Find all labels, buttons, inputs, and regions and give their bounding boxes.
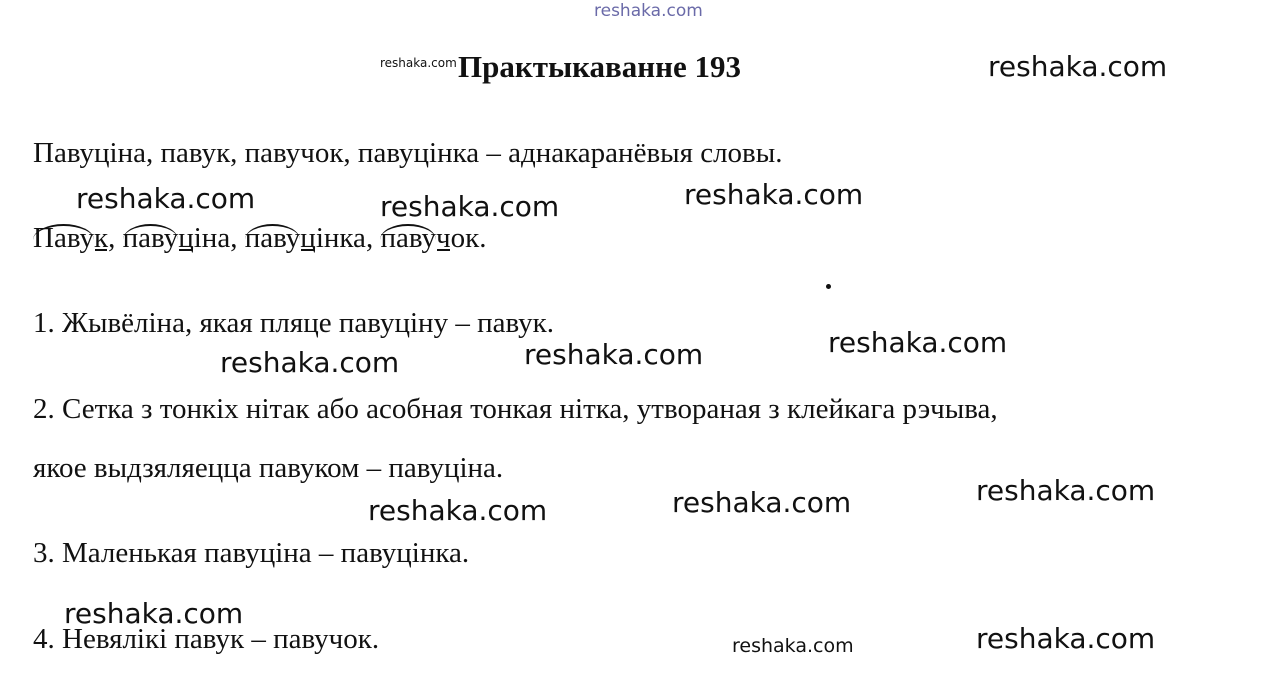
watermark: reshaka.com xyxy=(64,597,244,630)
word-root: Паву xyxy=(33,222,95,254)
morph-word-pavuk xyxy=(33,222,108,255)
morph-word-pavuchok: павучок xyxy=(380,222,480,254)
watermark: reshaka.com xyxy=(524,338,704,371)
word-suffix: к xyxy=(94,222,109,254)
morph-word-pavucinka: павуцінка xyxy=(244,222,366,254)
watermark: reshaka.com xyxy=(976,474,1156,507)
word-suffix: ц xyxy=(300,222,316,254)
word-suffix: ч xyxy=(436,222,451,254)
watermark: reshaka.com xyxy=(828,326,1008,359)
definition-item-4: 4. Невялікі павук – павучок. xyxy=(33,623,380,655)
cognates-sentence: Павуціна, павук, павучок, павуцінка – аднакаранёвыя словы. xyxy=(33,137,783,169)
morpheme-analysis: Павук, павуціна, павуцінка, павучок. xyxy=(33,222,487,254)
watermark: reshaka.com xyxy=(684,178,864,211)
watermark: reshaka.com xyxy=(76,182,256,215)
watermark: reshaka.com xyxy=(380,190,560,223)
watermark-top: reshaka.com xyxy=(594,1,703,21)
word-root: паву xyxy=(380,222,437,254)
definition-item-3: 3. Маленькая павуціна – павуцінка. xyxy=(33,537,470,569)
watermark: reshaka.com xyxy=(220,346,400,379)
watermark: reshaka.com xyxy=(732,635,854,657)
watermark: reshaka.com xyxy=(976,622,1156,655)
dot-mark xyxy=(826,284,831,289)
watermark: reshaka.com xyxy=(672,486,852,519)
definition-item-2-line-2: якое выдзяляецца павуком – павуціна. xyxy=(33,452,504,484)
definition-item-2-line-1: 2. Сетка з тонкіх нітак або асобная тонкая нітка, утвораная з клейкага рэчыва, xyxy=(33,393,998,425)
page-title: Практыкаванне 193 xyxy=(458,49,742,84)
word-root: паву xyxy=(122,222,179,254)
definition-item-1: 1. Жывёліна, якая пляце павуціну – павук. xyxy=(33,307,554,339)
watermark-title-small: reshaka.com xyxy=(380,56,457,70)
word-root: паву xyxy=(244,222,301,254)
word-suffix: ц xyxy=(178,222,194,254)
watermark-title-right: reshaka.com xyxy=(988,50,1168,83)
morph-word-pavucina: павуціна xyxy=(122,222,231,254)
watermark: reshaka.com xyxy=(368,494,548,527)
